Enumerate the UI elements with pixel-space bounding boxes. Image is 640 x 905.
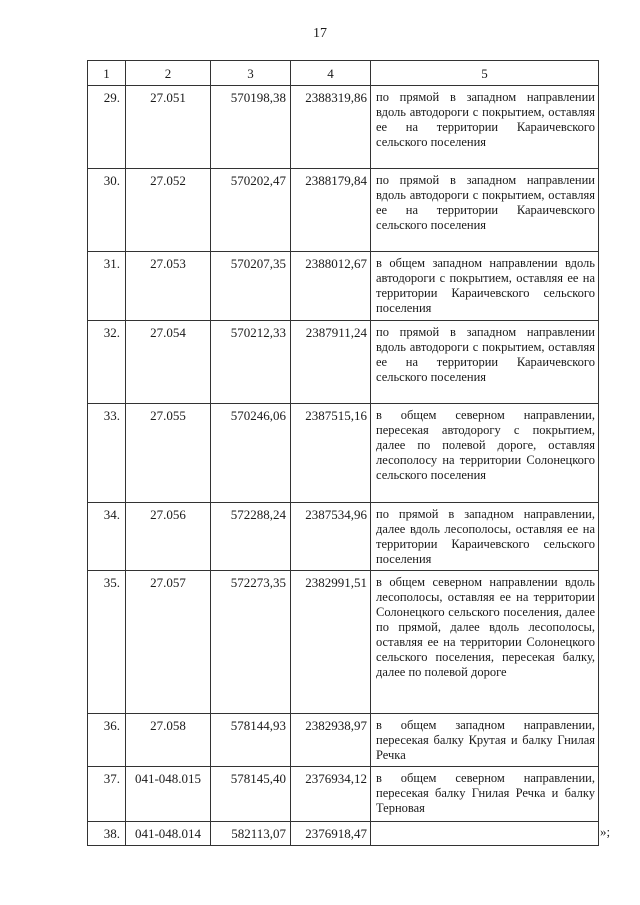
y-coordinate: 2382938,97: [291, 714, 371, 767]
boundary-description: по прямой в западном направлении вдоль автодороги с покрытием, оставляя ее на территории Караичевского сельского поселения: [371, 321, 599, 404]
point-id: 27.051: [126, 86, 211, 169]
header-row: [88, 61, 599, 86]
header-cell-4: 4: [291, 61, 371, 86]
table-row: [88, 822, 599, 846]
x-coordinate: 578145,40: [211, 767, 291, 822]
point-id: 27.052: [126, 169, 211, 252]
boundary-description: в общем западном направлении, пересекая балку Крутая и балку Гнилая Речка: [371, 714, 599, 767]
table-row: [88, 86, 599, 169]
point-id: 27.057: [126, 571, 211, 714]
point-id: 27.055: [126, 404, 211, 503]
point-id: 27.058: [126, 714, 211, 767]
row-number: 37.: [88, 767, 126, 822]
row-number: 35.: [88, 571, 126, 714]
y-coordinate: 2382991,51: [291, 571, 371, 714]
y-coordinate: 2387911,24: [291, 321, 371, 404]
header-cell-1: 1: [88, 61, 126, 86]
y-coordinate: 2387515,16: [291, 404, 371, 503]
y-coordinate: 2388012,67: [291, 252, 371, 321]
boundary-description: по прямой в западном направлении, далее вдоль лесополосы, оставляя ее на территории Караичевского сельского поселения: [371, 503, 599, 571]
y-coordinate: 2376918,47: [291, 822, 371, 846]
row-number: 34.: [88, 503, 126, 571]
y-coordinate: 2387534,96: [291, 503, 371, 571]
x-coordinate: 572273,35: [211, 571, 291, 714]
table-row: [88, 321, 599, 404]
boundary-description: по прямой в западном направлении вдоль автодороги с покрытием, оставляя ее на территории Караичевского сельского поселения: [371, 169, 599, 252]
boundary-description: [371, 822, 599, 846]
row-number: 33.: [88, 404, 126, 503]
header-cell-5: 5: [371, 61, 599, 86]
row-number: 31.: [88, 252, 126, 321]
row-number: 32.: [88, 321, 126, 404]
point-id: 041-048.014: [126, 822, 211, 846]
x-coordinate: 570246,06: [211, 404, 291, 503]
row-number: 38.: [88, 822, 126, 846]
coordinates-table: [87, 60, 599, 846]
table-row: [88, 404, 599, 503]
table-row: [88, 252, 599, 321]
x-coordinate: 578144,93: [211, 714, 291, 767]
boundary-description: по прямой в западном направлении вдоль автодороги с покрытием, оставляя ее на территории Караичевского сельского поселения: [371, 86, 599, 169]
row-number: 29.: [88, 86, 126, 169]
row-number: 36.: [88, 714, 126, 767]
x-coordinate: 570212,33: [211, 321, 291, 404]
header-cell-3: 3: [211, 61, 291, 86]
point-id: 041-048.015: [126, 767, 211, 822]
boundary-description: в общем западном направлении вдоль автодороги с покрытием, оставляя ее на территории Караичевского сельского поселения: [371, 252, 599, 321]
header-cell-2: 2: [126, 61, 211, 86]
point-id: 27.056: [126, 503, 211, 571]
table-body: [88, 61, 599, 846]
table-row: [88, 767, 599, 822]
boundary-description: в общем северном направлении, пересекая автодорогу с покрытием, далее по полевой дороге, оставляя лесополосу на территории Солонецкого сельского поселения: [371, 404, 599, 503]
x-coordinate: 582113,07: [211, 822, 291, 846]
table-row: [88, 503, 599, 571]
page-number: 17: [313, 26, 327, 41]
closing-quote-mark: »;: [600, 824, 611, 839]
point-id: 27.053: [126, 252, 211, 321]
y-coordinate: 2388179,84: [291, 169, 371, 252]
y-coordinate: 2376934,12: [291, 767, 371, 822]
boundary-description: в общем северном направлении, пересекая балку Гнилая Речка и балку Терновая: [371, 767, 599, 822]
boundary-description: в общем северном направлении вдоль лесополосы, оставляя ее на территории Солонецкого сельского поселения, далее по прямой, далее вдоль лесополосы, оставляя ее на территории Солонецкого сельского поселения, пересекая балку, далее по полевой дороге: [371, 571, 599, 714]
x-coordinate: 572288,24: [211, 503, 291, 571]
point-id: 27.054: [126, 321, 211, 404]
x-coordinate: 570207,35: [211, 252, 291, 321]
table-row: [88, 169, 599, 252]
x-coordinate: 570202,47: [211, 169, 291, 252]
y-coordinate: 2388319,86: [291, 86, 371, 169]
table-row: [88, 571, 599, 714]
table-row: [88, 714, 599, 767]
x-coordinate: 570198,38: [211, 86, 291, 169]
row-number: 30.: [88, 169, 126, 252]
